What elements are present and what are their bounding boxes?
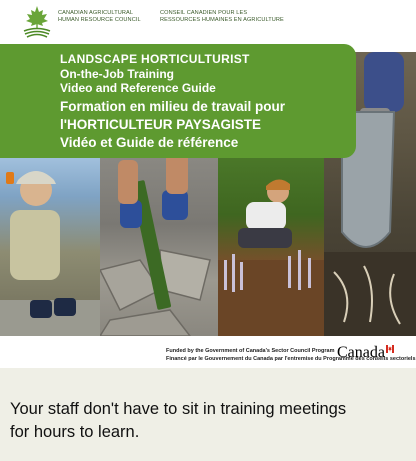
caption-line: Your staff don't have to sit in training meetings	[10, 400, 347, 418]
maple-leaf-logo-icon	[20, 4, 54, 38]
org-name-french-line: CONSEIL CANADIEN POUR LES	[160, 10, 248, 16]
photo-gardener-planting	[218, 150, 324, 336]
caption-line: for hours to learn.	[10, 423, 140, 441]
canada-wordmark: Canada	[337, 344, 385, 361]
canada-flag-icon	[386, 345, 394, 353]
photo-collage	[0, 150, 416, 336]
title-french-line: l'HORTICULTEUR PAYSAGISTE	[60, 117, 261, 132]
org-name-french-line: RESSOURCES HUMAINES EN AGRICULTURE	[160, 17, 284, 23]
photo-level-on-pavers	[100, 150, 218, 336]
funding-text-english: Funded by the Government of Canada's Sector Council Program	[166, 348, 335, 354]
title-french-line: Formation en milieu de travail pour	[60, 99, 286, 114]
title-english-line: On-the-Job Training	[60, 67, 174, 81]
title-english-line: LANDSCAPE HORTICULTURIST	[60, 52, 250, 66]
org-name-french	[160, 10, 284, 24]
title-french-line: Vidéo et Guide de référence	[60, 135, 239, 150]
org-name-english-line: CANADIAN AGRICULTURAL	[58, 10, 134, 16]
funding-text-french: Financé par le Gouvernement du Canada par l'entremise du Programme des conseils sectoriels	[166, 356, 416, 362]
org-name-english	[58, 10, 141, 24]
title-english-line: Video and Reference Guide	[60, 81, 216, 95]
photo-worker-laying-stone	[0, 150, 100, 336]
org-name-english-line: HUMAN RESOURCE COUNCIL	[58, 17, 141, 23]
